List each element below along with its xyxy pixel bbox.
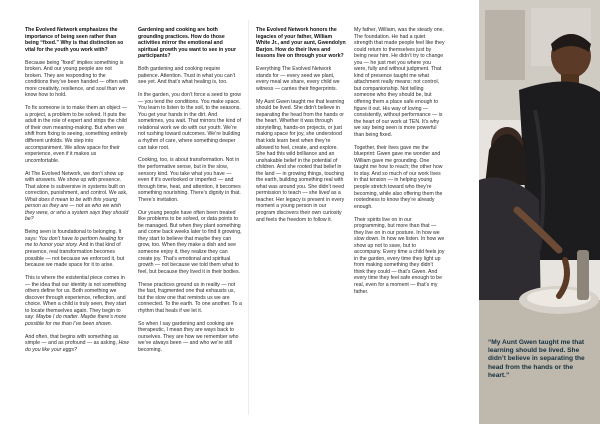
answer-paragraph: Both gardening and cooking require patience. Attention. Trust in what you can’t see yet. And that’s what healing is, too. — [138, 66, 236, 86]
answer-paragraph: My Aunt Gwen taught me that learning should be lived. She didn’t believe in separating the head from the hands or the heart. Whether it was through storytelling, hands-on projects, or just making space for joy, she understood that kids learn best when they’re allowed to feel, create, and explore. She had this wild brilliance and an unshakable belief in the potential of children. And she rooted that belief in the land — in growing things, touching the earth, building something real with what was around you. She didn’t need permission to teach — she lived as a teacher. Her legacy is present in every moment a young person in our program discovers their own curiosity and feels the freedom to follow it. — [256, 98, 345, 223]
answer-paragraph: Everything The Evolved Network stands for — every seed we plant, every meal we share, every child we witness — carries their fingerprints. — [256, 66, 340, 92]
article-column-1 — [25, 27, 130, 360]
answer-paragraph: Our young people have often been treated like problems to be solved, or data points to be managed. But when they plant something and come back weeks later to find it growing, they start to believe that maybe they can grow, too. When they make a dish and see someone enjoy it, they realize they can create joy. That’s emotional and spiritual growth — not because we told them what to feel, but because they lived it in their bodies. — [138, 209, 242, 275]
answer-paragraph: And often, that begins with something as simple — and as profound — as asking, How do you like your eggs? — [25, 333, 129, 353]
answer-paragraph: In the garden, you don’t force a seed to grow — you tend the conditions. You make space. You learn to listen to the soil, to the seasons. You get your hands in the dirt. And sometimes, you wait. That mirrors the kind of relational work we do with our youth. We’re not rushing toward outcomes. We’re building a rhythm of care, where something deeper can take root. — [138, 92, 242, 151]
column-divider — [248, 20, 249, 415]
interview-question: The Evolved Network emphasizes the importance of being seen rather than being “fixed.” Why is that distinction so vital for the youth you work with? — [25, 27, 124, 53]
answer-paragraph: Cooking, too, is about transformation. Not in the performative sense, but in the slow, sensory kind. You take what you have — even if it’s overlooked or imperfect — and through time, heat, and attention, it becomes something nourishing. There’s dignity in that. There’s invitation. — [138, 157, 241, 203]
answer-paragraph: This is where the existential piece comes in — the idea that our identity is not something others define for us. Both something we discover through experience, reflection, and choice. When a child is truly seen, they start to locate themselves again. They begin to say: Maybe I do matter. Maybe there’s more possible for me than I’ve been shown. — [25, 275, 127, 327]
pull-quote: “My Aunt Gwen taught me that learning should be lived. She didn’t believe in separating the head from the hands or the heart.” — [488, 339, 585, 379]
interview-question: The Evolved Network honors the legacies of your father, William White Jr., and your aunt, Gwendolyn Barjon. How do their lives and lessons live on through your work? — [256, 27, 346, 60]
answer-paragraph: Together, their lives gave me the blueprint: Gwen gave me wonder and William gave me grounding. One taught me how to reach; the other how to stay. And so much of our work lives in that tension — in helping young people stretch toward who they’re becoming, while also offering them the rootedness to know they’re already enough. — [354, 144, 443, 210]
answer-paragraph: To fix someone is to make them an object — a project, a problem to be solved. It puts the adult in the role of expert and strips the child of their own meaning-making. But when we shift from fixing to seeing, something entirely different unfolds. We step into accompaniment. We allow space for their experience, even if it makes us uncomfortable. — [25, 105, 128, 164]
article-column-2 — [138, 27, 242, 360]
answer-paragraph: So when I say gardening and cooking are therapeutic, I mean they are ways back to ourselves. They are how we remember who we’ve always been — and who we’re still becoming. — [138, 320, 239, 353]
article-column-4 — [354, 27, 445, 302]
answer-paragraph: At The Evolved Network, we don’t show up with answers. We show up with presence. That alone is subversive in systems built on correction, punishment, and control. We ask, What does it mean to be with this young person as they are — not as who we wish they were, or who a system says they should be? — [25, 170, 129, 223]
interview-question: Gardening and cooking are both grounding practices. How do those activities mirror the emotional and spiritual growth you want to see in your participants? — [138, 27, 236, 60]
answer-paragraph: My father, William, was the steady one. The foundation. He had a quiet strength that made people feel like they could return to themselves just by being near him. He didn’t try to change you — he just met you where you were, fully and without judgment. That kind of presence taught me what attachment really means: not control, but companionship. Not telling someone who they should be, but offering them a place safe enough to figure it out. His way of loving — consistently, without performance — is the heart of our work at TEN. It’s why we say being seen is more powerful than being fixed. — [354, 27, 445, 138]
answer-paragraph: Their spirits live on in our programming, but more than that — they live on in our posture. In how we slow down. In how we listen. In how we show up not to save, but to accompany. Every time a child feels joy in the garden, every time they light up from making something they didn’t think they could — that’s Gwen. And every time they feel safe enough to be real, even for a moment — that’s my father. — [354, 216, 445, 295]
answer-paragraph: Being seen is foundational to belonging. It says: You don’t have to perform healing for me to honor your story. And in that kind of presence, real transformation becomes possible — not because we enforced it, but because we made space for it to arise. — [25, 229, 125, 269]
article-column-3 — [256, 27, 346, 229]
answer-paragraph: Because being “fixed” implies something is broken. And our young people are not broken. They are responding to the conditions they’ve been handed — often with more creativity, resilience, and soul than we know how to hold. — [25, 59, 129, 99]
answer-paragraph: These practices ground us in reality — not the fast, fragmented one that exhausts us, but the slow one that reminds us we are connected. To the earth. To one another. To a rhythm that heals if we let it. — [138, 281, 242, 314]
